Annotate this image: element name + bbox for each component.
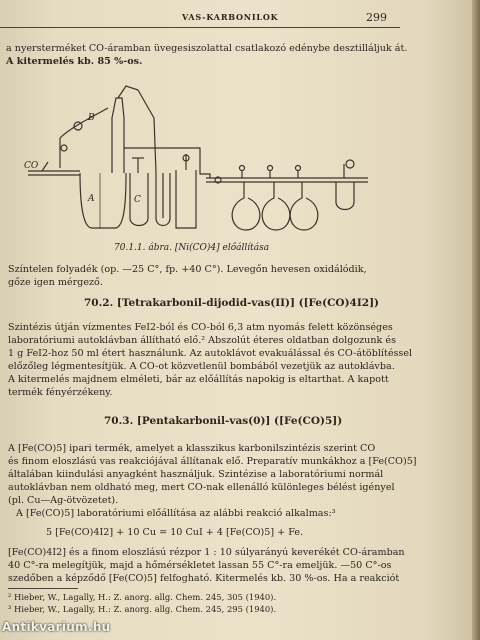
s703-p1-line-4: autoklávban nem oldható meg, mert CO-nak ellenálló különleges bélést igényel xyxy=(8,482,395,493)
watermark-logo: Antikvarium.hu xyxy=(2,620,111,634)
reaction-equation: 5 [Fe(CO)4I2] + 10 Cu = 10 CuI + 4 [Fe(CO)5] + Fe. xyxy=(46,527,304,538)
apparatus-figure xyxy=(20,78,376,242)
s703-p3-line-3: szedőben a képződő [Fe(CO)5] felfogható. Kitermelés kb. 30 %-os. Ha a reakciót xyxy=(8,573,400,584)
footnote-rule xyxy=(8,588,78,589)
s702-line-2: laboratóriumi autoklávban állítható elő.² Abszolút éteres oldatban dolgozunk és xyxy=(8,335,397,346)
s703-p1-line-1: A [Fe(CO)5] ipari termék, amelyet a klasszikus karbonilszintézis szerint CO xyxy=(8,443,376,454)
figure-caption: 70.1.1. ábra. [Ni(CO)4] előállítása xyxy=(114,243,270,253)
header-rule xyxy=(0,27,400,28)
s702-line-5: A kitermelés majdnem elméleti, bár az előállítás napokig is eltarthat. A kapott xyxy=(8,374,389,385)
s702-line-1: Szintézis útján vízmentes FeI2-ból és CO-ból 6,3 atm nyomás felett közönséges xyxy=(8,322,393,333)
running-title: VAS-KARBONILOK xyxy=(182,12,279,22)
s703-p1-line-2: és finom eloszlású vas reakciójával állítanak elő. Preparatív munkákhoz a [Fe(CO)5] xyxy=(8,456,417,467)
section-70-3-heading: 70.3. [Pentakarbonil-vas(0)] ([Fe(CO)5]) xyxy=(104,415,343,427)
s703-p1-line-3: általában kiindulási anyagként használjuk. Szintézise a laboratóriumi normál xyxy=(8,469,384,480)
s703-p1-line-5: (pl. Cu—Ag-ötvözetet). xyxy=(8,495,119,506)
intro-line-1: a nyersterméket CO-áramban üvegesiszolattal csatlakozó edénybe desztilláljuk át. xyxy=(6,43,408,54)
s703-p2: A [Fe(CO)5] laboratóriumi előállítása az alábbi reakció alkalmas:³ xyxy=(16,508,336,519)
footnote-2: ² Hieber, W., Lagally, H.: Z. anorg. allg. Chem. 245, 305 (1940). xyxy=(8,592,277,602)
running-header xyxy=(0,12,472,26)
label-a: A xyxy=(88,194,95,204)
s702-line-6: termék fényérzékeny. xyxy=(8,387,113,398)
s702-line-3: 1 g FeI2-hoz 50 ml étert használunk. Az autoklávot evakuálással és CO-átöblítéssel xyxy=(8,348,413,359)
properties-line-2: gőze igen mérgező. xyxy=(8,277,103,288)
label-co: CO xyxy=(24,161,39,171)
page-edge xyxy=(472,0,480,640)
s703-p3-line-2: 40 C°-ra melegítjük, majd a hőmérsékletet lassan 55 C°-ra emeljük. —50 C°-os xyxy=(8,560,392,571)
label-c: C xyxy=(134,195,141,205)
section-70-2-heading: 70.2. [Tetrakarbonil-dijodid-vas(II)] ([Fe(CO)4I2]) xyxy=(84,297,380,309)
properties-line-1: Színtelen folyadék (op. —25 C°, fp. +40 C°). Levegőn hevesen oxidálódik, xyxy=(8,264,367,275)
intro-yield-line: A kitermelés kb. 85 %-os. xyxy=(6,56,143,67)
s702-line-4: előzőleg légmentesítjük. A CO-ot közvetlenül bombából vezetjük az autoklávba. xyxy=(8,361,395,372)
footnote-3: ³ Hieber, W., Lagally, H.: Z. anorg. allg. Chem. 245, 295 (1940). xyxy=(8,604,277,614)
page-number: 299 xyxy=(366,11,387,24)
s703-p3-line-1: [Fe(CO)4I2] és a finom eloszlású rézpor 1 : 10 súlyarányú keverékét CO-áramban xyxy=(8,547,405,558)
label-b: B xyxy=(88,113,95,123)
